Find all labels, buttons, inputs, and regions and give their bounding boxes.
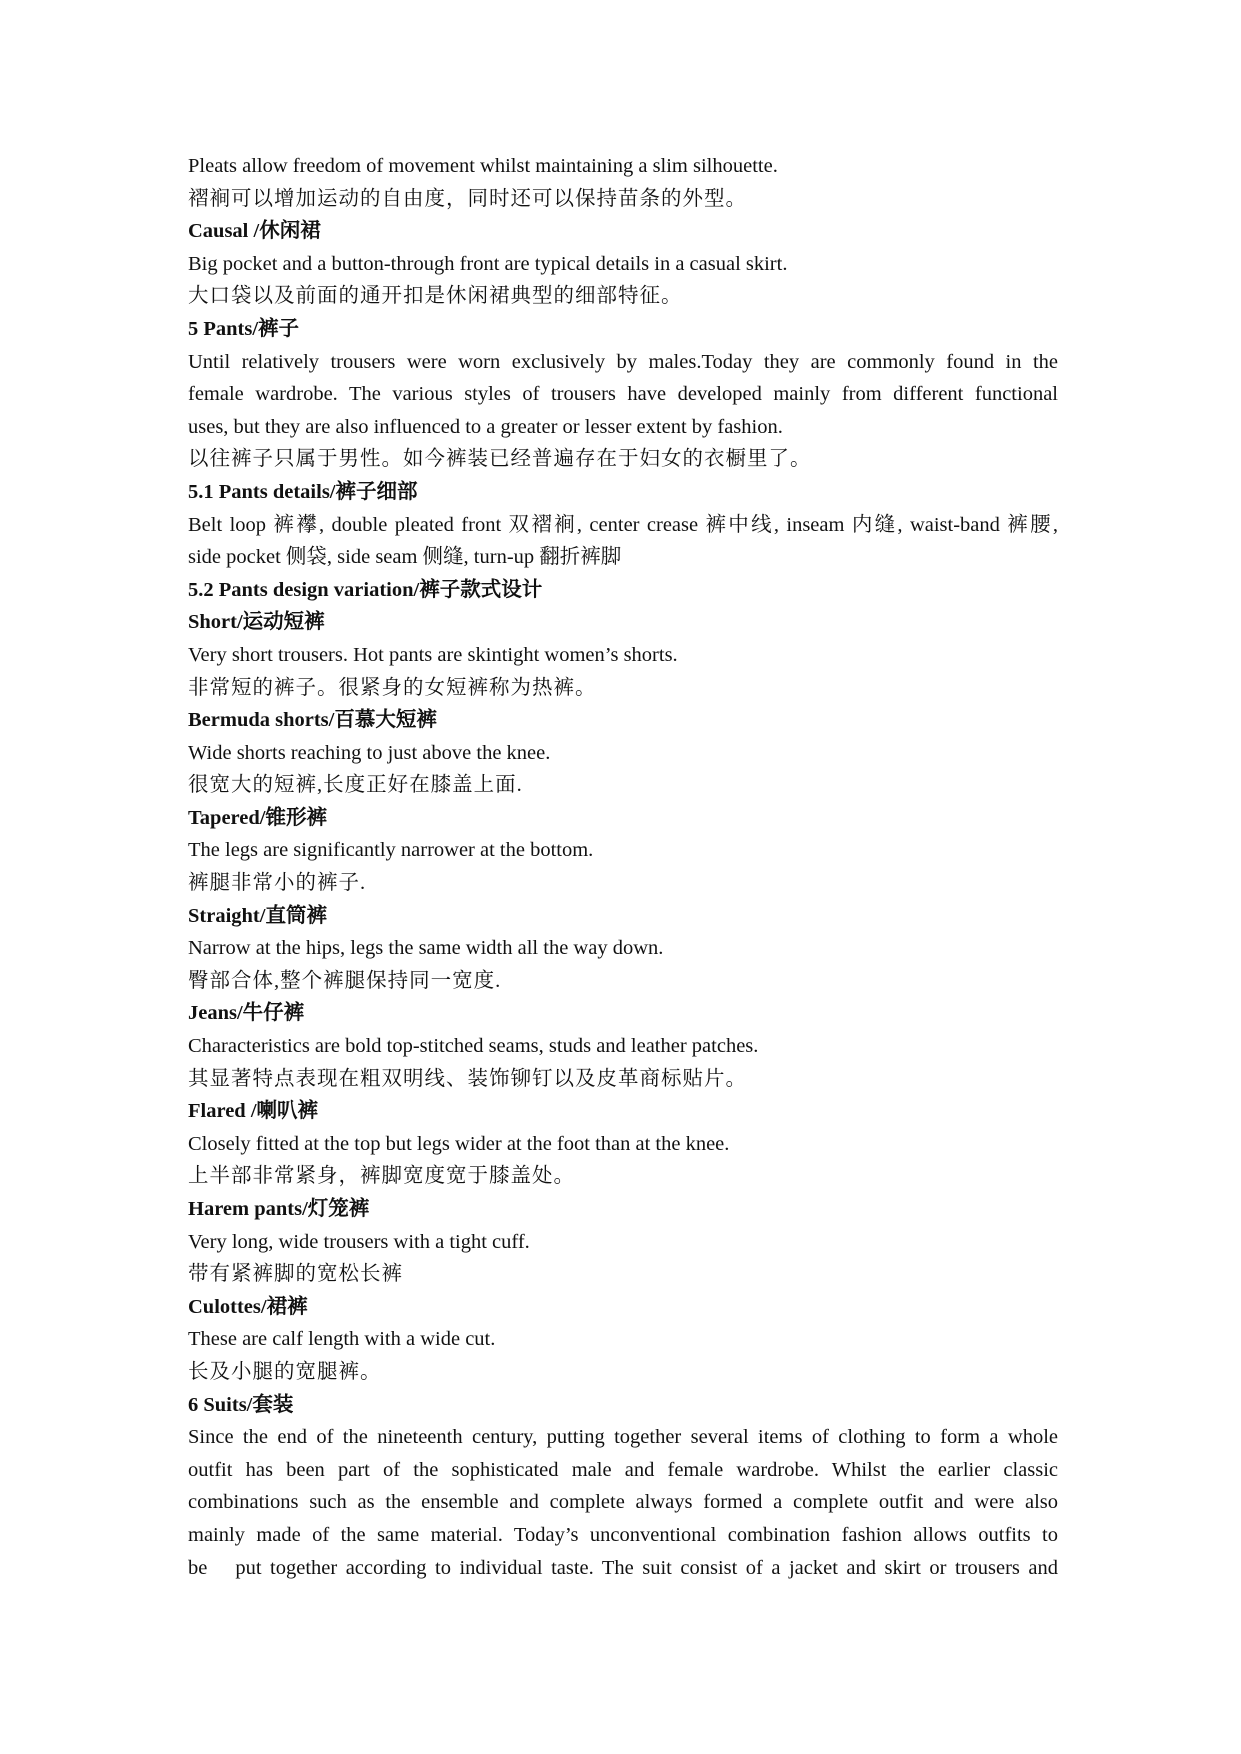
body-text: outfit has been part of the sophisticated male and female wardrobe. Whilst the earlier classic [188,1458,1058,1481]
body-text: Characteristics are bold top-stitched seams, studs and leather patches. [188,1035,759,1058]
body-text: uses, but they are also influenced to a greater or lesser extent by fashion. [188,415,783,438]
body-text: side pocket 侧袋, side seam 侧缝, turn-up 翻折裤脚 [188,546,622,569]
body-text-chinese: 裤腿非常小的裤子. [188,872,367,895]
body-text-chinese: 臀部合体,整个裤腿保持同一宽度. [188,969,502,992]
subheading-culottes: Culottes/裙裤 [188,1295,308,1318]
body-text: Closely fitted at the top but legs wider at the foot than at the knee. [188,1132,730,1155]
body-text: Big pocket and a button-through front are typical details in a casual skirt. [188,252,788,275]
body-text-rest: put together according to individual taste. The suit consist of a jacket and skirt or trousers and [235,1556,1058,1579]
body-text-chinese: 非常短的裤子。很紧身的女短裤称为热裤。 [188,676,597,699]
body-text: combinations such as the ensemble and complete always formed a complete outfit and were also [188,1491,1058,1514]
body-text: Until relatively trousers were worn exclusively by males.Today they are commonly found in the [188,350,1058,373]
section-heading-pants: 5 Pants/裤子 [188,317,300,340]
subheading-casual: Causal /休闲裙 [188,220,321,243]
body-text: Belt loop 裤襻, double pleated front 双褶裥, center crease 裤中线, inseam 内缝, waist-band 裤腰, [188,513,1058,536]
body-text: The legs are significantly narrower at the bottom. [188,839,594,862]
subheading-short: Short/运动短裤 [188,611,325,634]
section-heading-suits: 6 Suits/套装 [188,1393,294,1416]
subheading-harem: Harem pants/灯笼裤 [188,1198,370,1220]
body-text: mainly made of the same material. Today’s unconventional combination fashion allows outfits to [188,1523,1058,1546]
body-text-chinese: 大口袋以及前面的通开扣是休闲裙典型的细部特征。 [188,285,683,308]
body-text: Since the end of the nineteenth century, putting together several items of clothing to form a whole [188,1426,1058,1449]
body-text-chinese: 褶裥可以增加运动的自由度，同时还可以保持苗条的外型。 [188,187,747,210]
body-text: Wide shorts reaching to just above the knee. [188,741,551,764]
section-heading-pants-design: 5.2 Pants design variation/裤子款式设计 [188,578,543,601]
section-heading-pants-details: 5.1 Pants details/裤子细部 [188,480,418,503]
body-text: Pleats allow freedom of movement whilst maintaining a slim silhouette. [188,155,778,177]
body-text-chinese: 上半部非常紧身，裤脚宽度宽于膝盖处。 [188,1165,575,1188]
body-text: These are calf length with a wide cut. [188,1328,496,1351]
body-text-chinese: 长及小腿的宽腿裤。 [188,1360,382,1383]
body-text-chinese: 以往裤子只属于男性。如今裤装已经普遍存在于妇女的衣橱里了。 [188,448,812,471]
body-text-word: be [188,1556,208,1579]
body-text: Very long, wide trousers with a tight cuff. [188,1230,530,1253]
body-text-chinese: 带有紧裤脚的宽松长裤 [188,1263,403,1286]
body-text-chinese: 很宽大的短裤,长度正好在膝盖上面. [188,774,523,797]
subheading-tapered: Tapered/锥形裤 [188,806,327,829]
subheading-flared: Flared /喇叭裤 [188,1100,319,1123]
body-text-last [188,1552,1058,1585]
subheading-straight: Straight/直筒裤 [188,904,327,927]
body-text: Narrow at the hips, legs the same width all the way down. [188,937,664,960]
body-text: female wardrobe. The various styles of trousers have developed mainly from different functional [188,383,1058,406]
body-text: Very short trousers. Hot pants are skintight women’s shorts. [188,643,678,666]
subheading-bermuda: Bermuda shorts/百慕大短裤 [188,709,437,732]
subheading-jeans: Jeans/牛仔裤 [188,1002,305,1025]
document-page [188,150,1058,1584]
body-text-chinese: 其显著特点表现在粗双明线、装饰铆钉以及皮革商标贴片。 [188,1067,747,1090]
